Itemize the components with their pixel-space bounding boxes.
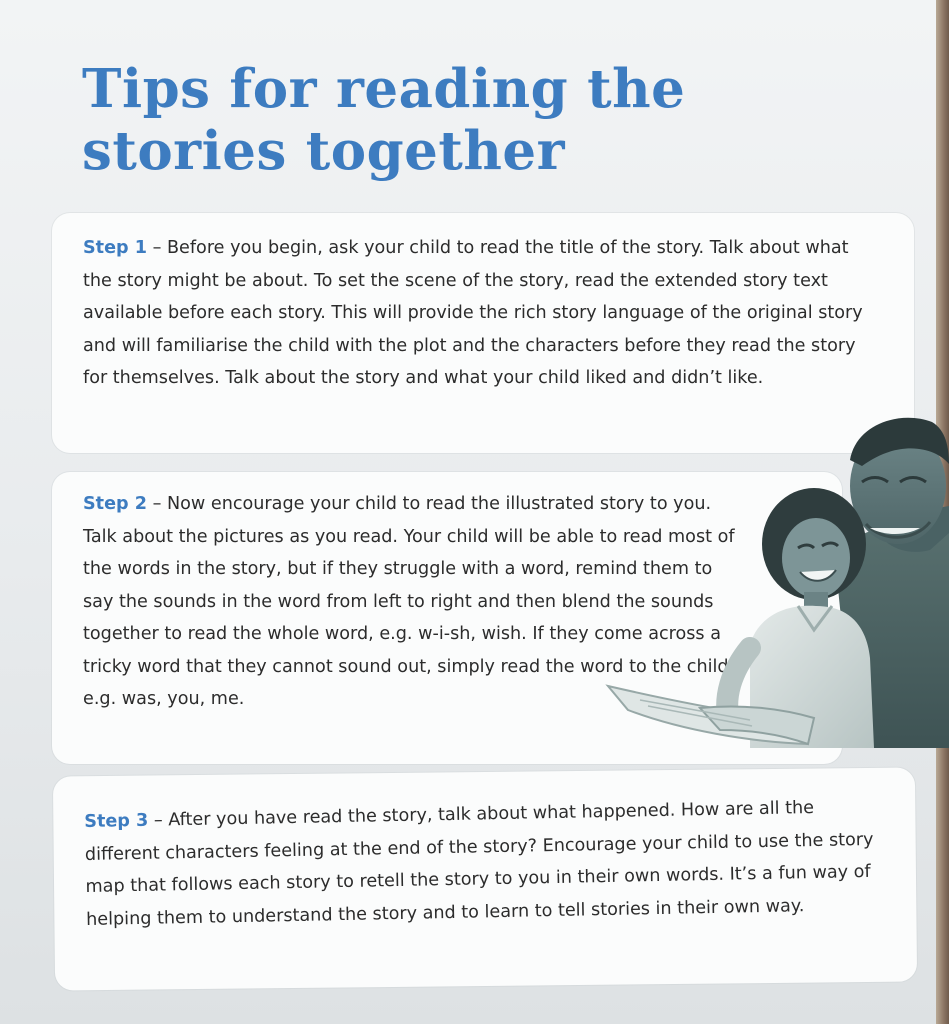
step-1-paragraph: [83, 232, 883, 395]
step-2-label: Step 2: [83, 494, 147, 514]
step-1-label: Step 1: [83, 238, 147, 258]
parent-child-reading-photo: [600, 408, 949, 768]
page-title-line-1: Tips for reading the: [82, 58, 686, 120]
step-3-text: – After you have read the story, talk about what happened. How are all the different characters feeling at the end of the story? Encourage your child to use the story map that follows each story to retell the story to you in their own words. It’s a fun way of helping them to understand the story and to learn to tell stories in their own way.: [84, 797, 874, 930]
step-3-paragraph: [84, 791, 876, 936]
page-title-line-2: stories together: [82, 120, 566, 182]
step-1-text: – Before you begin, ask your child to read the title of the story. Talk about what the story might be about. To set the scene of the story, read the extended story text available before each story. This will provide the rich story language of the original story and will familiarise the child with the plot and the characters before they read the story for themselves. Talk about the story and what your child liked and didn’t like.: [83, 238, 863, 388]
page-title: [82, 58, 762, 182]
step-3-label: Step 3: [84, 810, 149, 832]
step-2-text: – Now encourage your child to read the illustrated story to you. Talk about the pictures as you read. Your child will be able to read most of the words in the story, but if they struggle with a word, remind them to say the sounds in the word from left to right and then blend the sounds together to read the whole word, e.g. w-i-sh, wish. If they come across a tricky word that they cannot sound out, simply read the word to the child, e.g. was, you, me.: [83, 494, 735, 709]
